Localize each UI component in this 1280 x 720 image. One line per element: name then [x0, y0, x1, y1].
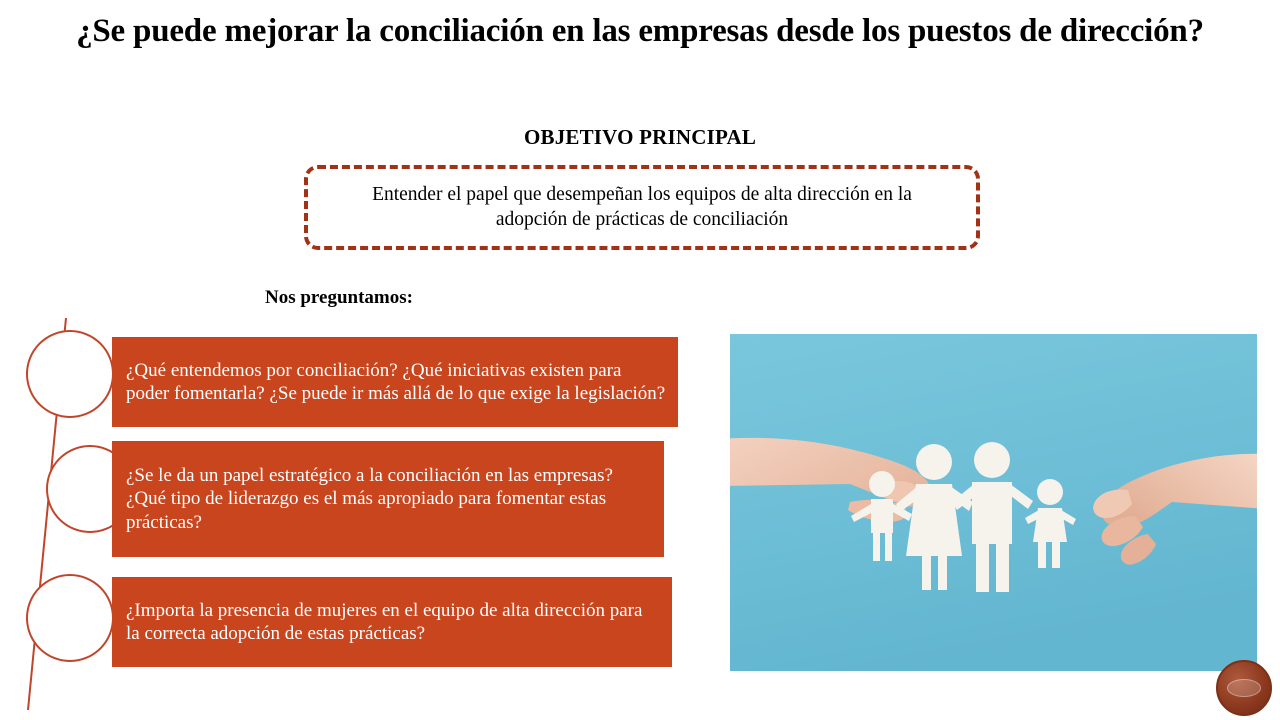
page-title: ¿Se puede mejorar la conciliación en las empresas desde los puestos de dirección?	[76, 13, 1204, 49]
question-box-3	[112, 577, 672, 667]
family-paper-chain-icon	[730, 334, 1257, 671]
bullet-circle-1	[26, 330, 114, 418]
question-text-1: ¿Qué entendemos por conciliación? ¿Qué iniciativas existen para poder fomentarla? ¿Se puede ir más allá de lo que exige la legislación?	[126, 359, 666, 404]
objective-heading: OBJETIVO PRINCIPAL	[523, 125, 757, 149]
question-text-3: ¿Importa la presencia de mujeres en el equipo de alta dirección para la correcta adopción de estas prácticas?	[126, 599, 643, 644]
objective-box-text: Entender el papel que desempeñan los equipos de alta dirección en la adopción de prácticas de conciliación	[372, 183, 912, 230]
ask-label: Nos preguntamos:	[265, 287, 413, 308]
question-box-1	[112, 337, 678, 427]
seal-inner-icon	[1227, 679, 1261, 697]
bullet-circle-3	[26, 574, 114, 662]
question-box-2	[112, 441, 664, 557]
objective-box	[304, 165, 980, 250]
family-photo	[730, 334, 1257, 671]
seal-logo-icon	[1216, 660, 1272, 716]
question-text-2: ¿Se le da un papel estratégico a la conciliación en las empresas? ¿Qué tipo de liderazgo es el más apropiado para fomentar estas prácticas?	[126, 465, 613, 533]
